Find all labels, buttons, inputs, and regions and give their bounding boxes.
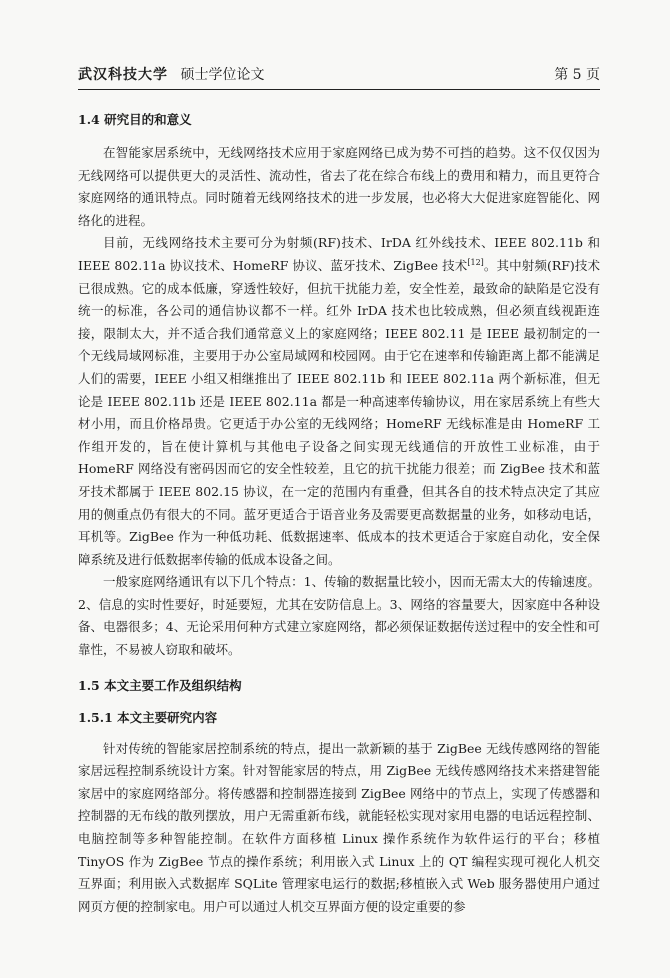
- paragraph-1-4-2-part-a: 目前，无线网络技术主要可分为射频(RF)技术、IrDA 红外线技术、IEEE 802.11b 和 IEEE 802.11a 协议技术、HomeRF 协议、蓝牙技术、ZigBee 技术: [78, 235, 600, 273]
- page-body: [78, 110, 600, 918]
- section-heading-1-5: 1.5 本文主要工作及组织结构: [78, 677, 242, 693]
- paragraph-1-4-1: 在智能家居系统中，无线网络技术应用于家庭网络已成为势不可挡的趋势。这不仅仅因为无线网络可以提供更大的灵活性、流动性，省去了花在综合布线上的费用和精力，而且更符合家庭网络的通讯特点。同时随着无线网络技术的进一步发展，也必将大大促进家庭智能化、网络化的进程。: [78, 145, 600, 228]
- paragraph-1-4-2-part-b: 。其中射频(RF)技术已很成熟。它的成本低廉，穿透性较好，但抗干扰能力差，安全性差，最致命的缺陷是它没有统一的标准，各公司的通信协议都不一样。红外 IrDA 技术也比较成熟，但必须直线视距连接，限制太大，并不适合我们通常意义上的家庭网络；IEEE 802.11 是 IEEE 最初制定的一个无线局域网标准，主要用于办公室局域网和校园网。由于它在速率和传输距离上都不能满足人们的需要，IEEE 小组又相继推出了 IEEE 802.11b 和 IEEE 802.11a 两个新标准，但无论是 IEEE 802.11b 还是 IEEE 802.11a 都是一种高速率传输协议，用在家居系统上有些大材小用，而且价格昂贵。它更适于办公室的无线网络；HomeRF 无线标准是由 HomeRF 工作组开发的，旨在使计算机与其他电子设备之间实现无线通信的开放性工业标准，由于 HomeRF 网络没有密码因而它的安全性较差，且它的抗干扰能力很差；而 ZigBee 技术和蓝牙技术都属于 IEEE 802.15 协议，在一定的范围内有重叠，但其各自的技术特点决定了其应用的侧重点仍有很大的不同。蓝牙更适合于语音业务及需要更高数据量的业务，如移动电话，耳机等。ZigBee 作为一种低功耗、低数据速率、低成本的技术更适合于家庭自动化，安全保障系统及进行低数据率传输的低成本设备之间。: [78, 257, 600, 567]
- paragraph-1-4-3: 一般家庭网络通讯有以下几个特点：1、传输的数据量比较小，因而无需太大的传输速度。2、信息的实时性要好，时延要短，尤其在安防信息上。3、网络的容量要大，因家庭中各种设备、电器很多；4、无论采用何种方式建立家庭网络，都必须保证数据传送过程中的安全性和可靠性，不易被人窃取和破坏。: [78, 574, 600, 658]
- university-name: 武汉科技大学: [78, 67, 168, 83]
- section-heading-1-4: 1.4 研究目的和意义: [78, 112, 192, 127]
- citation-12: [12]: [467, 257, 484, 267]
- page-number: 第 5 页: [554, 67, 600, 83]
- thesis-type: 硕士学位论文: [180, 67, 265, 83]
- paragraph-1-5-1-1: 针对传统的智能家居控制系统的特点，提出一款新颖的基于 ZigBee 无线传感网络的智能家居远程控制系统设计方案。针对智能家居的特点，用 ZigBee 无线传感网络技术来搭建智能家居中的家庭网络部分。将传感器和控制器连接到 ZigBee 网络中的节点上，实现了传感器和控制器的无布线的散列摆放，用户无需重新布线，就能轻松实现对家用电器的电话远程控制、电脑控制等多种智能控制。在软件方面移植 Linux 操作系统作为软件运行的平台；移植 TinyOS 作为 ZigBee 节点的操作系统；利用嵌入式 Linux 上的 QT 编程实现可视化人机交互界面；利用嵌入式数据库 SQLite 管理家电运行的数据;移植嵌入式 Web 服务器使用户通过网页方便的控制家电。用户可以通过人机交互界面方便的设定重要的参: [78, 740, 600, 914]
- subsection-heading-1-5-1: 1.5.1 本文主要研究内容: [78, 709, 218, 725]
- header-rule: [78, 89, 600, 90]
- running-header: [78, 64, 600, 88]
- paragraph-1-4-2: [78, 232, 600, 571]
